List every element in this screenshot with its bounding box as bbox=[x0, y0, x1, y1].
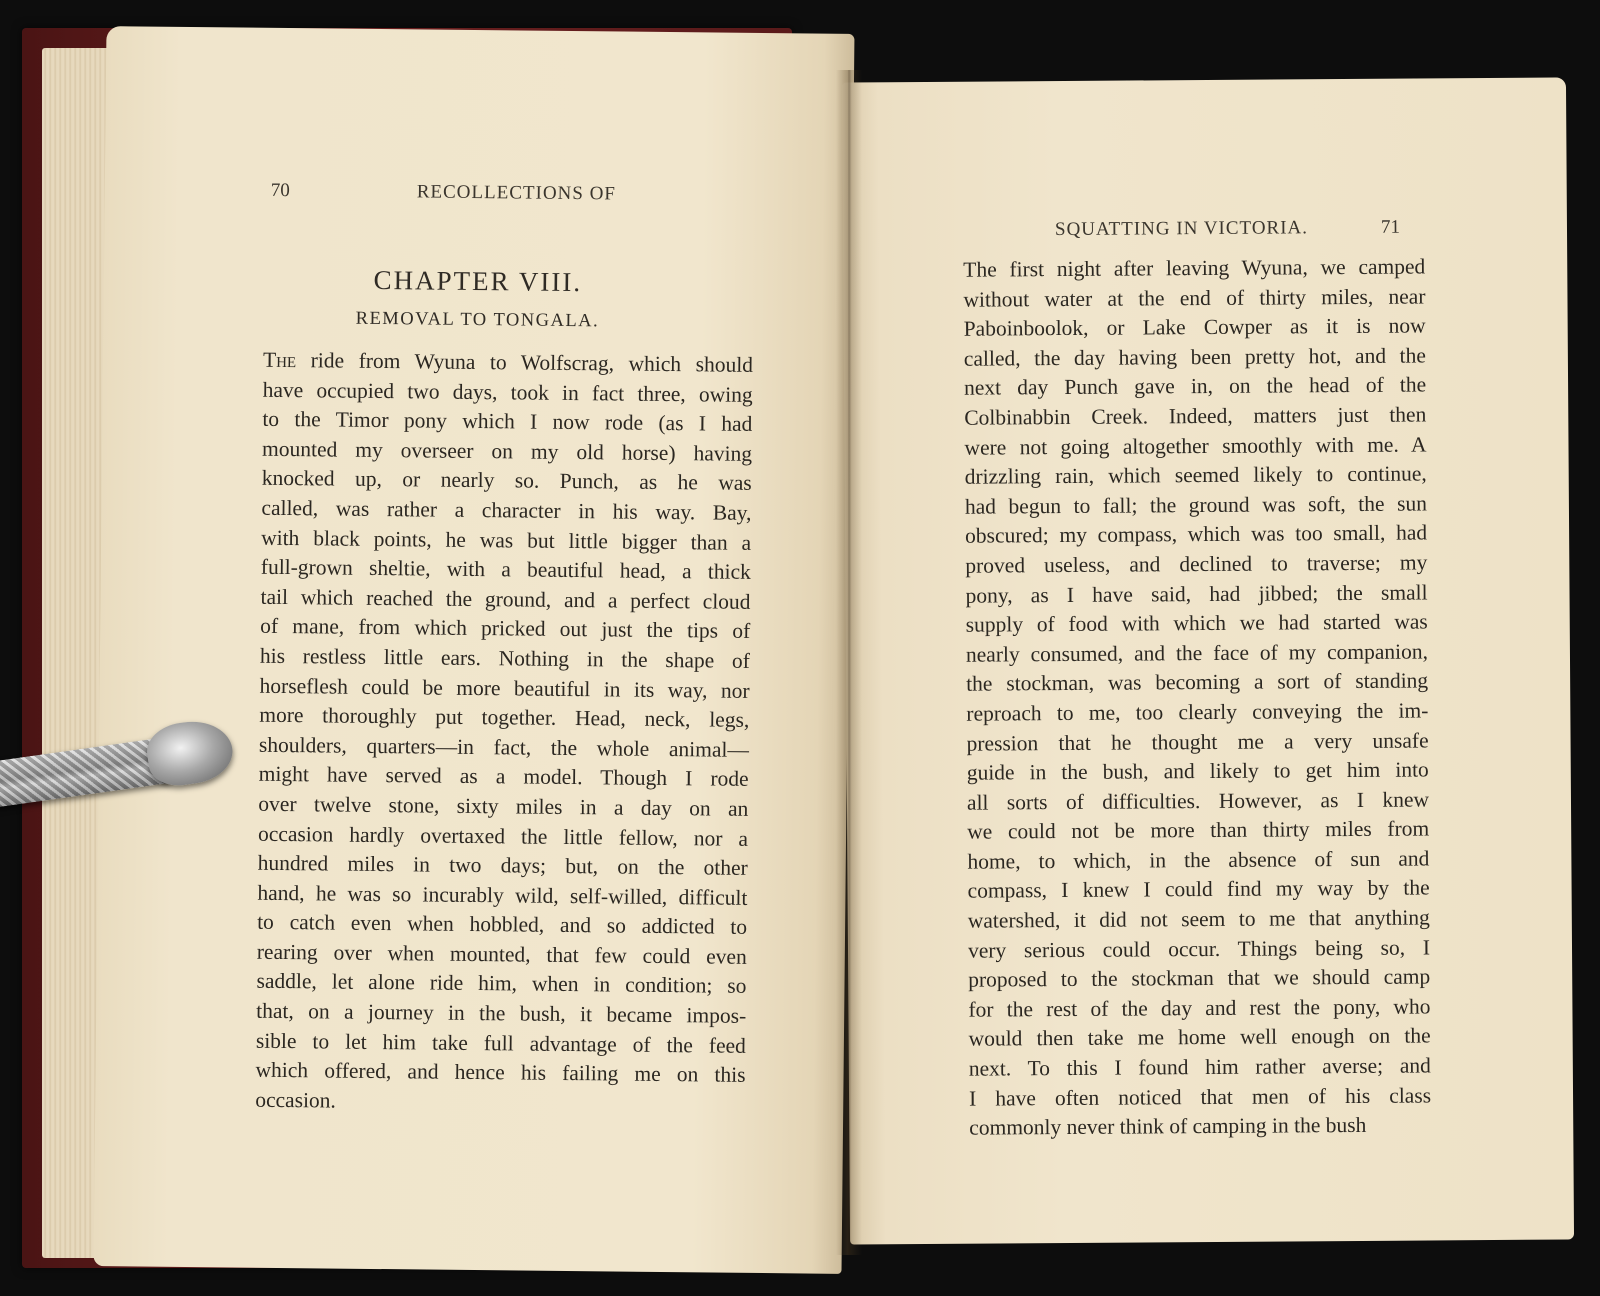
right-page bbox=[842, 77, 1574, 1244]
text-line: guide in the bush, and likely to get him into bbox=[966, 757, 1429, 785]
text-line: the stockman, was becoming a sort of standing bbox=[966, 668, 1429, 697]
text-line: hundred miles in two days; but, on the other bbox=[257, 850, 748, 880]
text-line: hand, he was so incurably wild, self-willed, difficult bbox=[257, 880, 748, 910]
text-line: were not going altogether smoothly with me. A bbox=[964, 432, 1427, 460]
right-page-number: 71 bbox=[1380, 216, 1401, 238]
text-line: to catch even when hobbled, and so addicted to bbox=[257, 910, 748, 940]
text-line: watershed, it did not seem to me that anything bbox=[967, 905, 1430, 933]
text-line: proposed to the stockman that we should camp bbox=[968, 964, 1431, 992]
text-line: supply of food with which we had started was bbox=[965, 609, 1428, 637]
text-line: I have often noticed that men of his class bbox=[968, 1083, 1432, 1111]
text-line: rearing over when mounted, that few could even bbox=[256, 939, 747, 969]
text-line: of mane, from which pricked out just the tips of bbox=[260, 614, 751, 644]
text-line: with black points, he was but little bigger than a bbox=[261, 525, 752, 555]
text-line: had begun to fall; the ground was soft, the sun bbox=[964, 491, 1427, 519]
hand-icon bbox=[144, 716, 237, 789]
text-line: saddle, let alone ride him, when in condition; so bbox=[256, 969, 747, 999]
text-line: would then take me home well enough on the bbox=[968, 1023, 1431, 1052]
text-line bbox=[263, 346, 753, 381]
text-line: pression that he thought me a very unsafe bbox=[966, 727, 1429, 756]
text-line: shoulders, quarters—in fact, the whole animal— bbox=[258, 732, 750, 762]
text-line: reproach to me, too clearly conveying the im- bbox=[966, 698, 1429, 726]
text-line: next. To this I found him rather averse; and bbox=[968, 1053, 1431, 1081]
text-line: more thoroughly put together. Head, neck, legs, bbox=[259, 702, 750, 733]
left-page-number: 70 bbox=[270, 179, 290, 202]
text-line: we could not be more than thirty miles from bbox=[967, 816, 1430, 844]
text-line: commonly never think of camping in the bush bbox=[969, 1113, 1367, 1140]
lead-word: The bbox=[262, 347, 297, 373]
text-line: The first night after leaving Wyuna, we camped bbox=[963, 254, 1426, 282]
text-line: over twelve stone, sixty miles in a day on an bbox=[258, 791, 749, 821]
text-line: occasion hardly overtaxed the little fellow, nor a bbox=[257, 821, 749, 851]
text-line: which offered, and hence his failing me on this bbox=[255, 1057, 746, 1088]
text-line: drizzling rain, which seemed likely to continue, bbox=[964, 461, 1427, 489]
text-line: might have served as a model. Though I rode bbox=[258, 762, 749, 792]
text-line: horseflesh could be more beautiful in its way, nor bbox=[259, 673, 750, 703]
text-line: nearly consumed, and the face of my companion, bbox=[965, 639, 1429, 667]
text-line: his restless little ears. Nothing in the shape of bbox=[259, 643, 751, 673]
right-running-head: SQUATTING IN VICTORIA. bbox=[1054, 217, 1309, 241]
text-line: proved useless, and declined to traverse; my bbox=[965, 550, 1428, 578]
text-line: sible to let him take full advantage of the feed bbox=[255, 1028, 746, 1058]
text-line: full-grown sheltie, with a beautiful head, a thick bbox=[260, 554, 751, 585]
text-line: all sorts of difficulties. However, as I knew bbox=[966, 787, 1430, 815]
left-page bbox=[94, 26, 855, 1274]
left-body-text bbox=[255, 346, 753, 1121]
right-body-text bbox=[963, 252, 1431, 1143]
text-line: have occupied two days, took in fact three, owing bbox=[262, 377, 753, 407]
bookmark-handle bbox=[0, 737, 171, 808]
text-line: home, to which, in the absence of sun and bbox=[967, 846, 1430, 874]
text-line: occasion. bbox=[255, 1087, 336, 1113]
text-line: compass, I knew I could find my way by the bbox=[967, 875, 1430, 904]
text-line: mounted my overseer on my old horse) having bbox=[261, 436, 753, 466]
left-running-head: RECOLLECTIONS OF bbox=[416, 181, 617, 205]
text-line: called, was rather a character in his way. Bay, bbox=[261, 495, 752, 525]
text-line: called, the day having been pretty hot, and the bbox=[963, 343, 1426, 371]
text-line: very serious could occur. Things being so, I bbox=[967, 935, 1431, 963]
text-line: that, on a journey in the bush, it became impos- bbox=[256, 998, 747, 1028]
chapter-subtitle: REMOVAL TO TONGALA. bbox=[355, 308, 600, 332]
text-line: Paboinboolok, or Lake Cowper as it is now bbox=[963, 313, 1426, 341]
text-line: for the rest of the day and rest the pony, who bbox=[968, 994, 1431, 1022]
text-line: to the Timor pony which I now rode (as I had bbox=[262, 406, 753, 437]
text-line: obscured; my compass, which was too small, had bbox=[965, 520, 1428, 549]
text-line: tail which reached the ground, and a perfect cloud bbox=[260, 584, 751, 614]
text-line: pony, as I have said, had jibbed; the small bbox=[965, 579, 1428, 608]
chapter-title: CHAPTER VIII. bbox=[373, 264, 583, 298]
text-line: without water at the end of thirty miles, near bbox=[963, 284, 1426, 312]
line-text: ride from Wyuna to Wolfscrag, which should bbox=[296, 348, 754, 377]
text-line: next day Punch gave in, on the head of the bbox=[964, 372, 1427, 401]
text-line: knocked up, or nearly so. Punch, as he was bbox=[261, 466, 752, 496]
text-line: Colbinabbin Creek. Indeed, matters just then bbox=[964, 402, 1427, 430]
